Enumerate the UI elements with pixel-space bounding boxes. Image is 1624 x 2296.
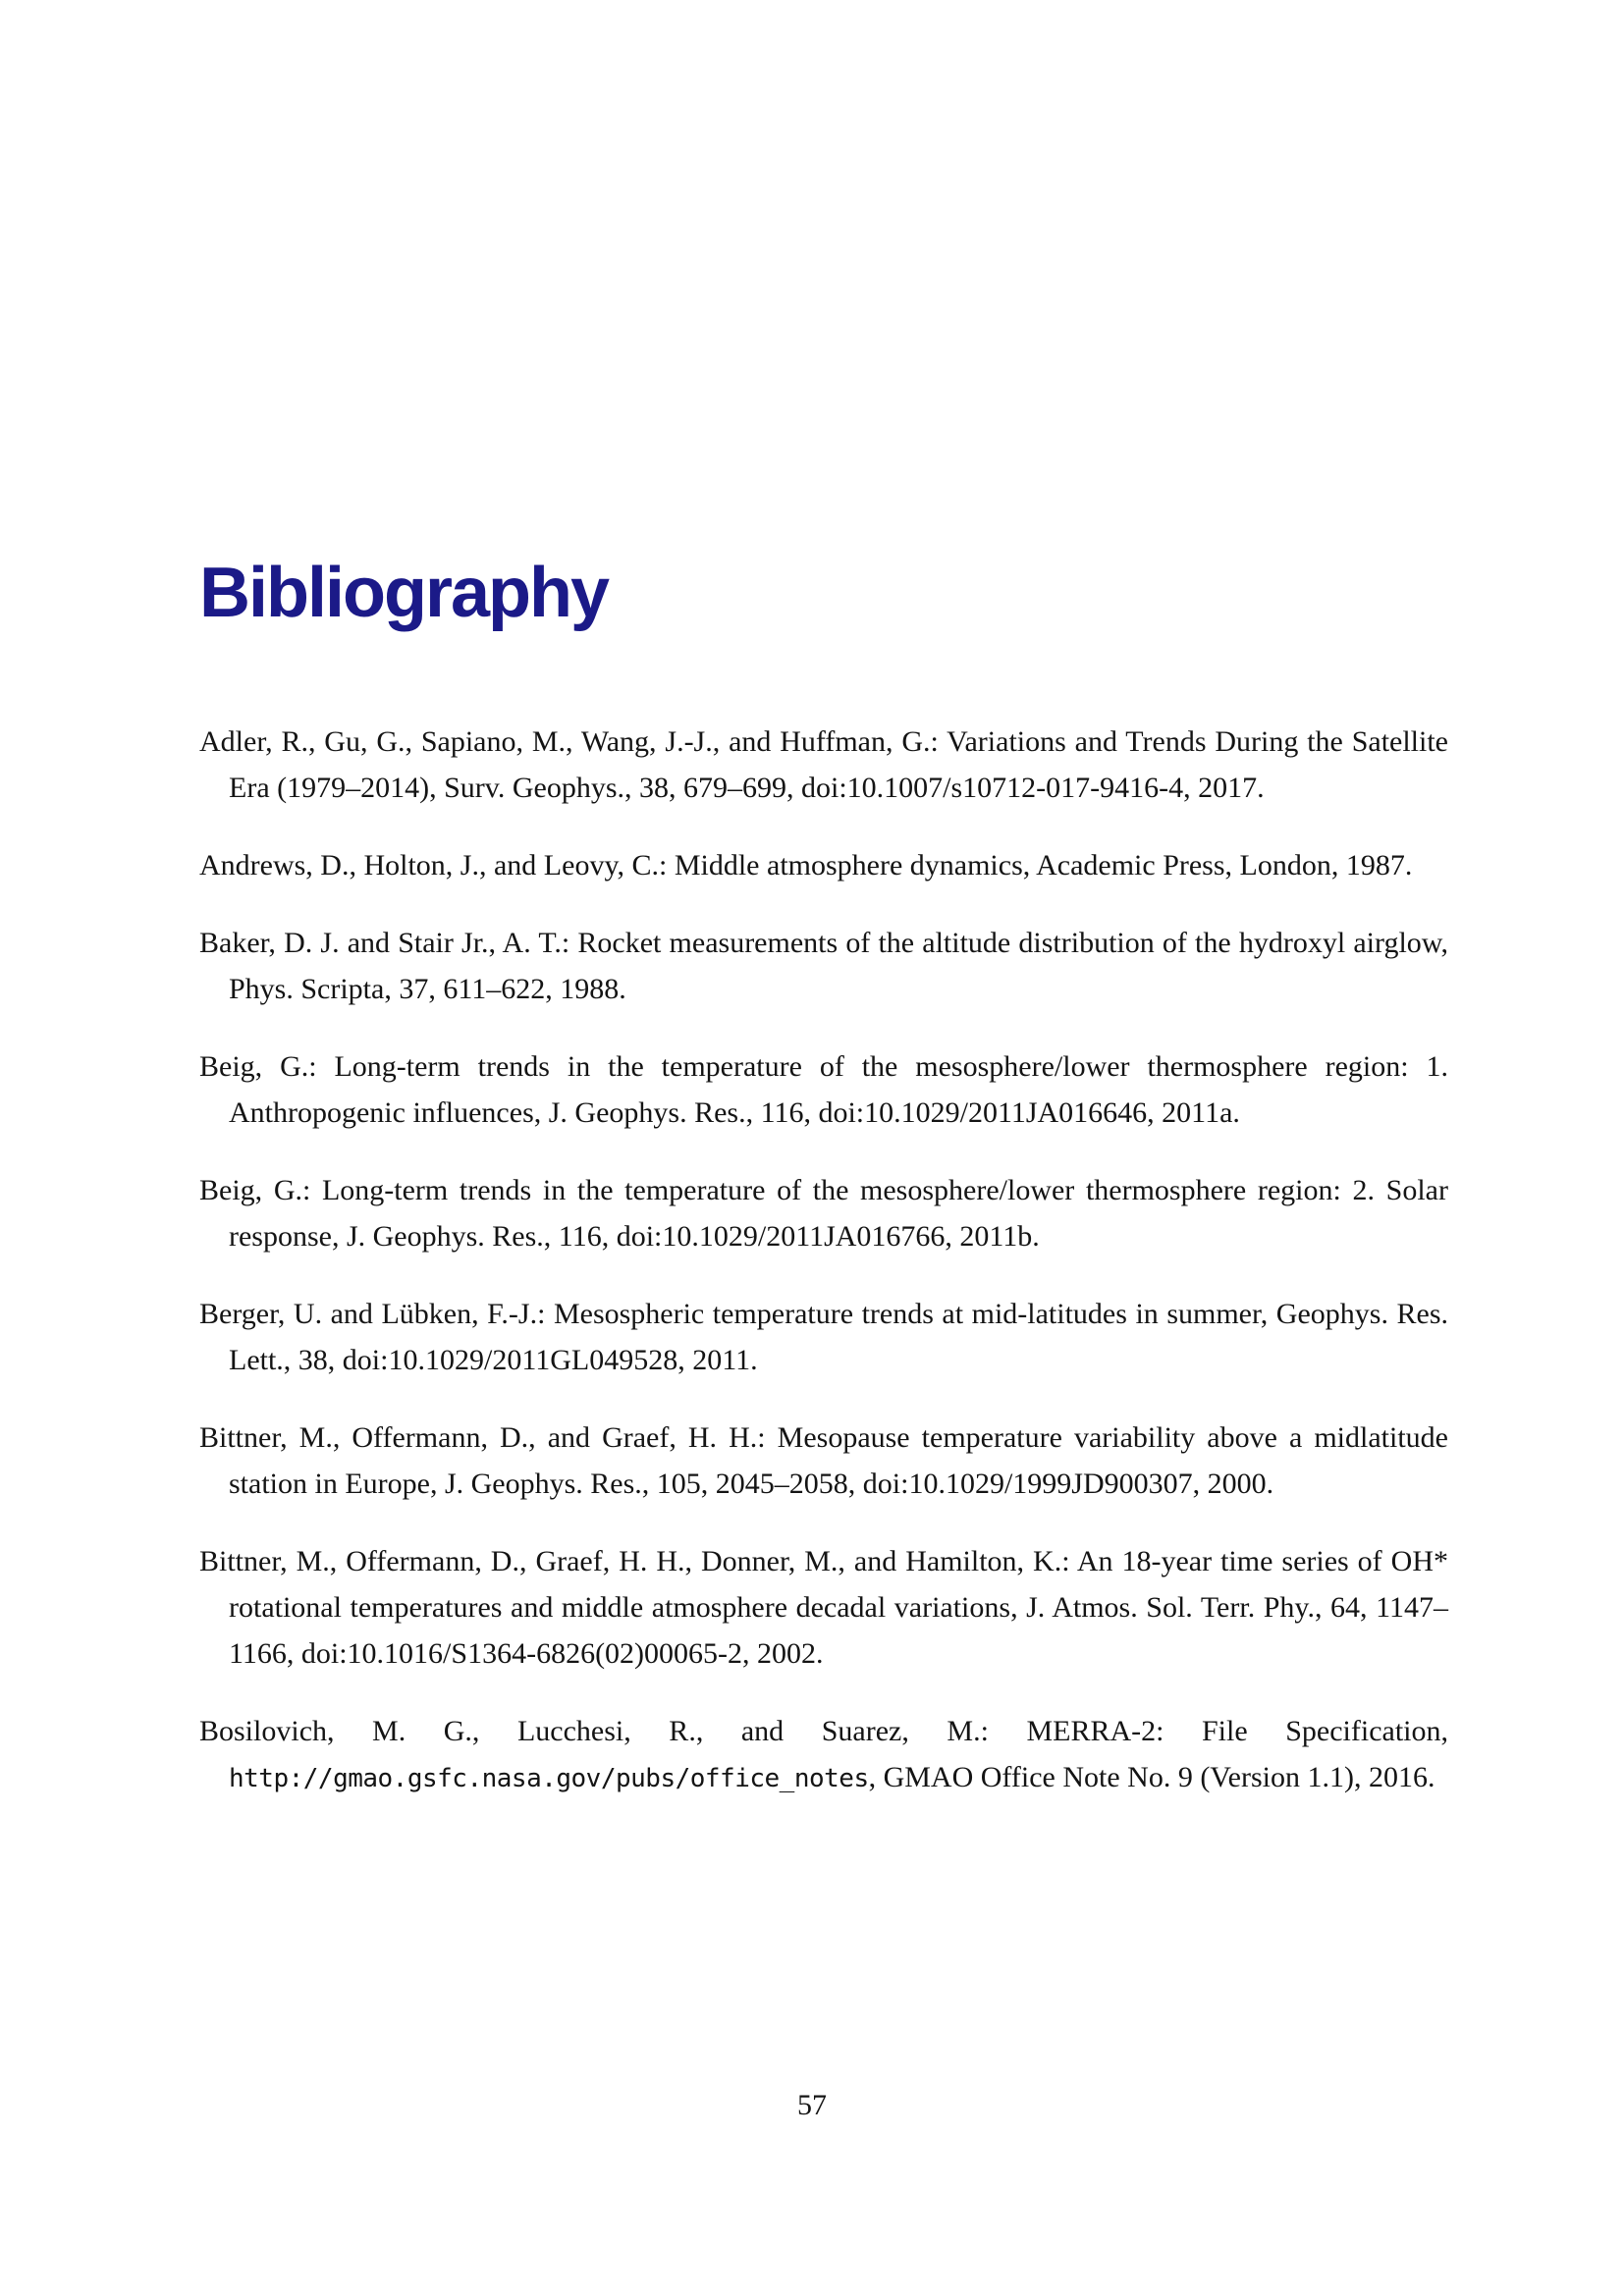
reference-text: Beig, G.: Long-term trends in the temperature of the mesosphere/lower thermosphere region: 2. Solar response, J. Geophys. Res., 116, doi:10.1029/2011JA016766, 2011b.: [199, 1174, 1448, 1253]
reference-url-link[interactable]: http://gmao.gsfc.nasa.gov/pubs/office_notes: [229, 1764, 869, 1793]
reference-entry: [199, 1415, 1448, 1507]
page-number: 57: [797, 2089, 827, 2121]
reference-text: Bittner, M., Offermann, D., Graef, H. H., Donner, M., and Hamilton, K.: An 18-year time series of OH* rotational temperatures and middle atmosphere decadal variations, J. Atmos. Sol. Terr. Phy., 64, 1147–1166, doi:10.1016/S1364-6826(02)00065-2, 2002.: [199, 1545, 1448, 1670]
reference-text: , GMAO Office Note No. 9 (Version 1.1), 2016.: [868, 1761, 1435, 1793]
reference-text: Bittner, M., Offermann, D., and Graef, H. H.: Mesopause temperature variability above a midlatitude station in Europe, J. Geophys. Res., 105, 2045–2058, doi:10.1029/1999JD900307, 2000.: [199, 1421, 1448, 1500]
reference-entry: [199, 719, 1448, 811]
reference-entry: [199, 1167, 1448, 1259]
reference-entry: [199, 1043, 1448, 1136]
reference-entry: [199, 1291, 1448, 1383]
reference-entry: [199, 1538, 1448, 1677]
content-area: [199, 554, 1448, 1802]
reference-text: Andrews, D., Holton, J., and Leovy, C.: Middle atmosphere dynamics, Academic Press, London, 1987.: [199, 849, 1413, 881]
reference-text: Berger, U. and Lübken, F.-J.: Mesospheric temperature trends at mid-latitudes in summer, Geophys. Res. Lett., 38, doi:10.1029/2011GL049528, 2011.: [199, 1298, 1448, 1376]
reference-entry: [199, 1708, 1448, 1802]
reference-entry: [199, 920, 1448, 1012]
reference-entry: [199, 842, 1448, 888]
reference-text: Bosilovich, M. G., Lucchesi, R., and Suarez, M.: MERRA-2: File Specification,: [199, 1715, 1448, 1747]
reference-text: Adler, R., Gu, G., Sapiano, M., Wang, J.-J., and Huffman, G.: Variations and Trends During the Satellite Era (1979–2014), Surv. Geophys., 38, 679–699, doi:10.1007/s10712-017-9416-4, 2017.: [199, 725, 1448, 804]
reference-list: [199, 719, 1448, 1802]
page-title: Bibliography: [199, 554, 609, 632]
reference-text: Beig, G.: Long-term trends in the temperature of the mesosphere/lower thermosphere region: 1. Anthropogenic influences, J. Geophys. Res., 116, doi:10.1029/2011JA016646, 2011a.: [199, 1050, 1448, 1129]
reference-text: Baker, D. J. and Stair Jr., A. T.: Rocket measurements of the altitude distribution of the hydroxyl airglow, Phys. Scripta, 37, 611–622, 1988.: [199, 927, 1448, 1005]
